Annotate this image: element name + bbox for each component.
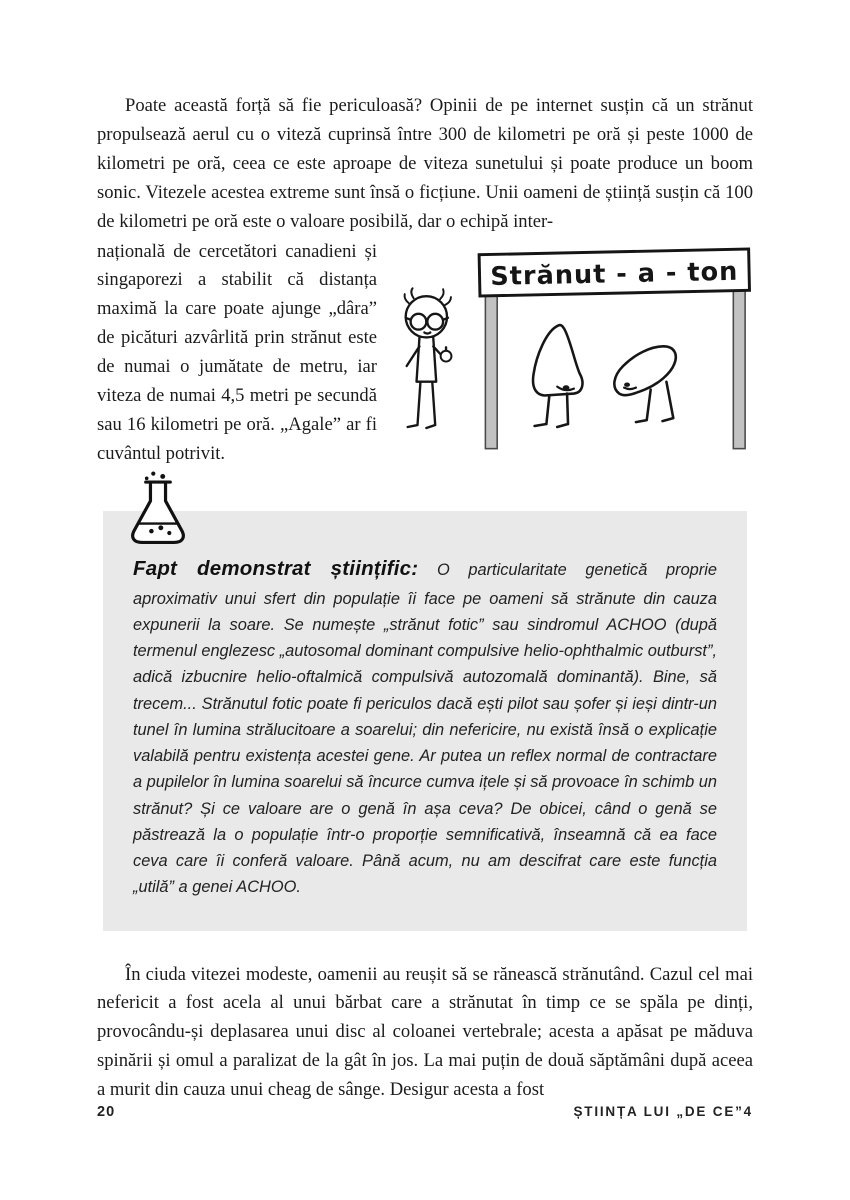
fact-box-body: O particularitate genetică proprie aproximativ unui sfert din populație îi face pe oameni să strănute din cauza expunerii la soare. Se numește „strănut fotic” sau sindromul ACHOO (după termenul englezesc „autosomal dominant compulsive helio-ophthalmic outburst”, adică izbucnire helio-oftalmică compulsivă autozomală dominantă). Bine, să trecem... Strănutul fotic poate fi periculos dacă ești pilot sau șofer și ieși dintr-un tunel în lumina strălucitoare a soarelui; din nefericire, nu există însă o explicație valabilă pentru existența acestei gene. Ar putea un reflex normal de contractare a pupilelor în lumina soarelui să încurce cumva ițele și să provoace în schimb un strănut? Și ce valoare are o genă în așa ceva? De obicei, când o genă se păstrează la o populație într-o proporție semnificativă, înseamnă că ea face ceva care îi conferă valoare. Până acum, nu am descifrat care este funcția „utilă” a genei ACHOO. xyxy=(133,560,718,897)
scientist-figure xyxy=(405,288,452,428)
sneeze-a-thon-banner xyxy=(479,249,749,296)
paragraph-intro-continued: națională de cercetători canadieni și singaporezi a stabilit că distanța maximă la care poate ajunge „dâra” de picături azvârlită prin strănut este de numai o jumătate de metru, iar viteza de numai 4,5 metri pe secundă sau 16 kilometri pe oră. „Agale” ar fi cuvântul potrivit. xyxy=(97,240,377,464)
nose-character-right xyxy=(614,346,675,422)
science-fact-box xyxy=(103,511,747,931)
sneeze-a-thon-drawing xyxy=(387,244,753,453)
page-number: 20 xyxy=(97,1104,116,1120)
nose-character-left xyxy=(533,325,582,427)
fact-box-paragraph xyxy=(133,553,717,901)
page-footer xyxy=(97,1104,753,1120)
paragraph-intro: Poate această forță să fie periculoasă? Opinii de pe internet susțin că un strănut propulsează aerul cu o viteză cuprinsă între 300 de kilometri pe oră și peste 1000 de kilometri pe oră, ceea ce este aproape de viteza sunetului și poate produce un boom sonic. Vitezele acestea extreme sunt însă o ficțiune. Unii oameni de știință susțin că 100 de kilometri pe oră este o valoare posibilă, dar o echipă inter- xyxy=(97,95,753,232)
fact-box-heading: Fapt demonstrat științific: xyxy=(133,556,419,580)
flask-icon xyxy=(125,467,191,548)
wrap-section xyxy=(97,238,753,469)
running-title: ȘTIINȚA LUI „DE CE”4 xyxy=(573,1104,753,1119)
banner-text: Strănut - a - ton xyxy=(490,256,739,292)
banner-posts xyxy=(485,271,745,448)
paragraph-injury: În ciuda vitezei modeste, oamenii au reușit să se rănească strănutând. Cazul cel mai nefericit a fost acela al unui bărbat care a strănutat în timp ce se spăla pe dinți, provocându-și deplasarea unui disc al coloanei vertebrale; acesta a apăsat pe măduva spinării și omul a paralizat de la gât în jos. La mai puțin de două săptămâni după aceea a murit din cauza unui cheag de sânge. Desigur acesta a fost xyxy=(97,963,753,1101)
illustration-sneeze-a-thon xyxy=(387,244,753,453)
